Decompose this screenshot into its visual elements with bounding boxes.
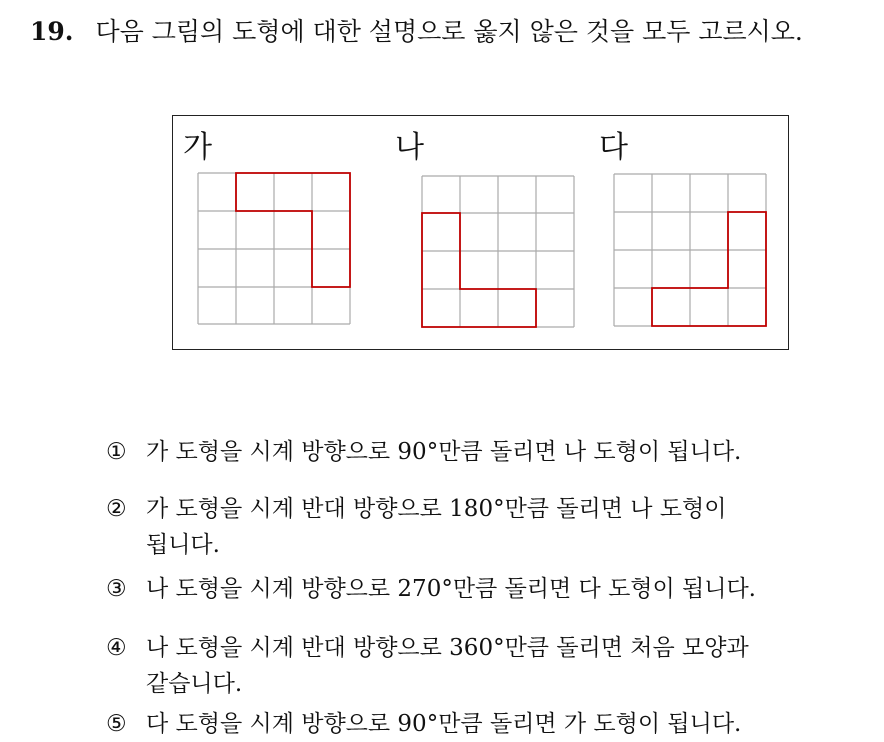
question-number: 19.: [30, 17, 74, 46]
option-2[interactable]: [106, 491, 726, 563]
option-2-text-cont: 됩니다.: [146, 532, 220, 558]
question-text: 다음 그림의 도형에 대한 설명으로 옳지 않은 것을 모두 고르시오.: [95, 17, 803, 46]
shape-da: [652, 212, 766, 326]
option-4[interactable]: [106, 630, 749, 702]
shape-ga: [236, 173, 350, 287]
option-2-text: 가 도형을 시계 반대 방향으로 180°만큼 돌리면 나 도형이: [146, 496, 727, 522]
figure-box: [172, 115, 789, 350]
grid-na: [422, 176, 574, 327]
option-2-number: ②: [106, 496, 127, 522]
option-1-text: 가 도형을 시계 방향으로 90°만큼 돌리면 나 도형이 됩니다.: [146, 439, 742, 465]
option-1-number: ①: [106, 439, 127, 465]
option-3[interactable]: [106, 571, 756, 607]
shape-na: [422, 213, 536, 327]
label-ga: 가: [183, 130, 212, 165]
label-da: 다: [599, 130, 628, 165]
grid-ga: [198, 173, 350, 324]
option-5-number: ⑤: [106, 711, 127, 737]
option-3-number: ③: [106, 576, 127, 602]
option-4-text: 나 도형을 시계 반대 방향으로 360°만큼 돌리면 처음 모양과: [146, 635, 749, 661]
option-4-text-cont: 같습니다.: [146, 671, 243, 697]
figure-drawing: [173, 116, 787, 348]
option-5[interactable]: [106, 706, 741, 742]
grid-da: [614, 174, 766, 326]
option-5-text: 다 도형을 시계 방향으로 90°만큼 돌리면 가 도형이 됩니다.: [146, 711, 742, 737]
question-header: [30, 12, 803, 48]
label-na: 나: [395, 130, 424, 165]
option-4-number: ④: [106, 635, 127, 661]
option-1[interactable]: [106, 434, 741, 470]
option-3-text: 나 도형을 시계 방향으로 270°만큼 돌리면 다 도형이 됩니다.: [146, 576, 756, 602]
